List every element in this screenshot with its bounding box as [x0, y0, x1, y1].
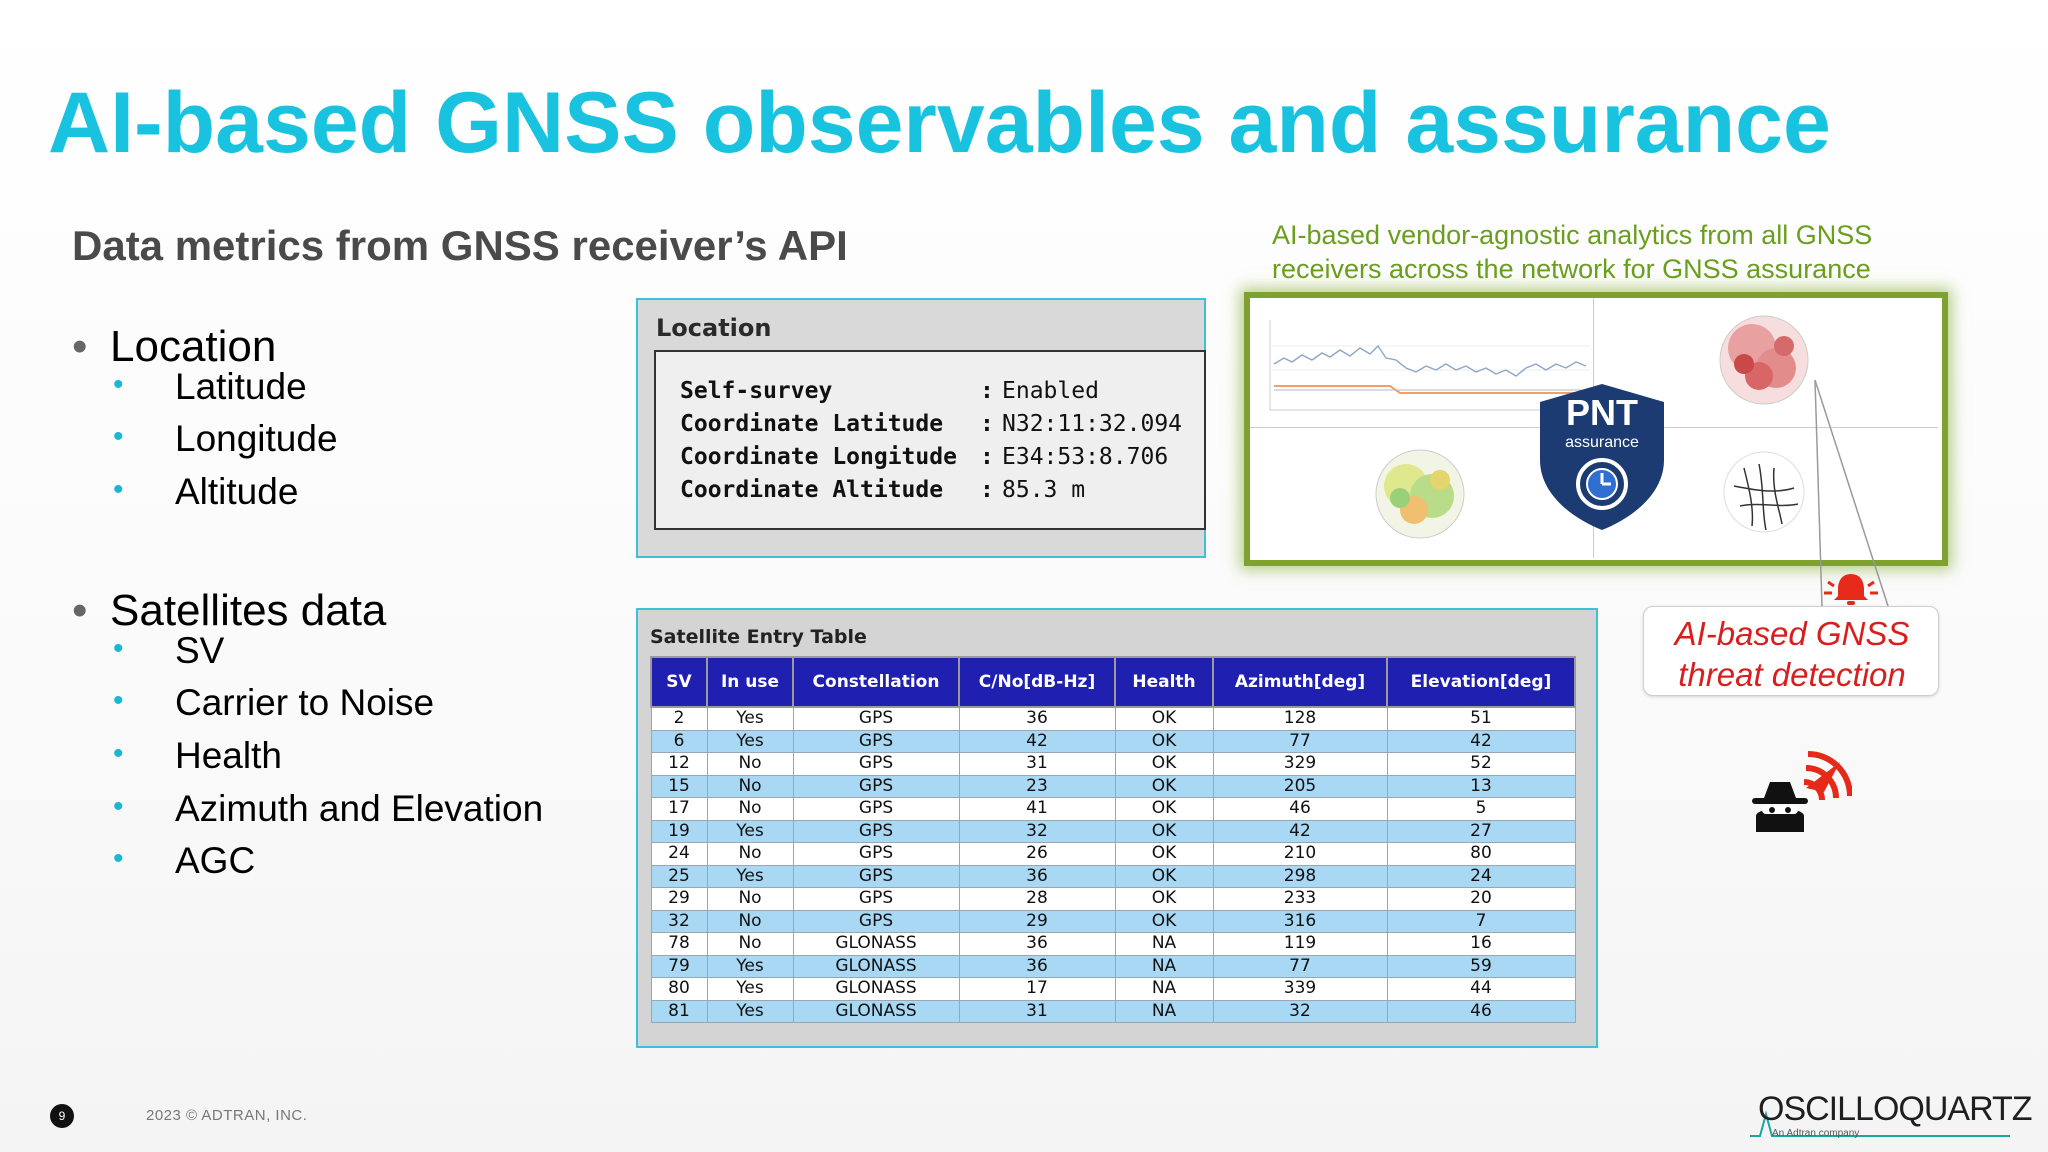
- location-panel-body: [654, 350, 1206, 530]
- table-cell: GLONASS: [793, 1000, 959, 1023]
- table-cell: No: [707, 775, 793, 798]
- table-cell: 7: [1387, 910, 1575, 933]
- table-cell: 36: [959, 865, 1115, 888]
- table-cell: 210: [1213, 843, 1387, 866]
- table-cell: NA: [1115, 1000, 1213, 1023]
- table-cell: OK: [1115, 798, 1213, 821]
- table-cell: 51: [1387, 707, 1575, 730]
- table-cell: 77: [1213, 955, 1387, 978]
- bullet-location: • Location: [72, 322, 277, 371]
- table-cell: 316: [1213, 910, 1387, 933]
- table-column-header: Health: [1115, 657, 1213, 707]
- table-cell: Yes: [707, 707, 793, 730]
- table-cell: GPS: [793, 865, 959, 888]
- satellite-table-panel: [636, 608, 1598, 1048]
- table-cell: 15: [651, 775, 707, 798]
- table-cell: 298: [1213, 865, 1387, 888]
- table-cell: 59: [1387, 955, 1575, 978]
- table-row: [651, 820, 1575, 843]
- table-cell: 42: [1213, 820, 1387, 843]
- table-cell: 16: [1387, 933, 1575, 956]
- satellite-table: [650, 656, 1576, 1023]
- logo-wordmark: OSCILLOQUARTZ: [1758, 1090, 2032, 1128]
- location-row: Coordinate Longitude : E34:53:8.706: [680, 444, 1169, 470]
- table-cell: NA: [1115, 955, 1213, 978]
- table-cell: GPS: [793, 798, 959, 821]
- table-cell: OK: [1115, 707, 1213, 730]
- table-cell: GLONASS: [793, 978, 959, 1001]
- location-panel-heading: Location: [656, 314, 772, 342]
- table-row: [651, 955, 1575, 978]
- table-cell: 5: [1387, 798, 1575, 821]
- table-cell: 42: [959, 730, 1115, 753]
- table-row: [651, 730, 1575, 753]
- slide-title: AI-based GNSS observables and assurance: [48, 75, 1831, 171]
- table-cell: OK: [1115, 730, 1213, 753]
- table-row: [651, 707, 1575, 730]
- location-row: Coordinate Latitude : N32:11:32.094: [680, 411, 1183, 437]
- table-cell: 32: [651, 910, 707, 933]
- table-cell: 339: [1213, 978, 1387, 1001]
- table-cell: 6: [651, 730, 707, 753]
- bullet-health: • Health: [113, 735, 282, 776]
- bullet-latitude: • Latitude: [113, 366, 307, 407]
- page-number: 9: [50, 1104, 74, 1128]
- table-cell: 81: [651, 1000, 707, 1023]
- table-cell: 32: [1213, 1000, 1387, 1023]
- table-row: [651, 910, 1575, 933]
- table-cell: 78: [651, 933, 707, 956]
- table-cell: 12: [651, 753, 707, 776]
- table-cell: 52: [1387, 753, 1575, 776]
- table-cell: GPS: [793, 910, 959, 933]
- table-cell: GPS: [793, 820, 959, 843]
- table-cell: 44: [1387, 978, 1575, 1001]
- table-column-header: Elevation[deg]: [1387, 657, 1575, 707]
- pnt-assurance-badge: [1536, 382, 1668, 532]
- table-cell: 36: [959, 707, 1115, 730]
- table-cell: No: [707, 753, 793, 776]
- table-cell: 17: [651, 798, 707, 821]
- table-cell: 31: [959, 1000, 1115, 1023]
- table-cell: 19: [651, 820, 707, 843]
- table-cell: GPS: [793, 775, 959, 798]
- table-cell: 23: [959, 775, 1115, 798]
- table-row: [651, 978, 1575, 1001]
- table-cell: NA: [1115, 933, 1213, 956]
- bell-alarm-icon: [1822, 568, 1880, 608]
- bullet-longitude: • Longitude: [113, 418, 338, 459]
- bullet-sv: • SV: [113, 630, 225, 671]
- table-row: [651, 775, 1575, 798]
- table-cell: OK: [1115, 820, 1213, 843]
- table-cell: 36: [959, 933, 1115, 956]
- table-row: [651, 865, 1575, 888]
- bullet-agc: • AGC: [113, 840, 256, 881]
- threat-detection-text: [1644, 613, 1940, 695]
- bullet-altitude: • Altitude: [113, 471, 299, 512]
- table-cell: No: [707, 798, 793, 821]
- table-cell: No: [707, 933, 793, 956]
- table-cell: OK: [1115, 910, 1213, 933]
- threat-detection-line: AI-based GNSS: [1674, 615, 1910, 652]
- table-cell: 41: [959, 798, 1115, 821]
- table-cell: GPS: [793, 753, 959, 776]
- table-cell: 13: [1387, 775, 1575, 798]
- table-cell: 233: [1213, 888, 1387, 911]
- table-cell: 46: [1387, 1000, 1575, 1023]
- bullet-carrier-noise: • Carrier to Noise: [113, 682, 435, 723]
- hacker-jamming-icon: [1744, 748, 1852, 834]
- table-column-header: Constellation: [793, 657, 959, 707]
- table-cell: GPS: [793, 843, 959, 866]
- table-cell: 119: [1213, 933, 1387, 956]
- copyright-text: 2023 © ADTRAN, INC.: [146, 1107, 308, 1124]
- table-cell: OK: [1115, 753, 1213, 776]
- table-cell: 46: [1213, 798, 1387, 821]
- analytics-caption-line: receivers across the network for GNSS assurance: [1272, 254, 1871, 284]
- table-cell: OK: [1115, 865, 1213, 888]
- table-column-header: In use: [707, 657, 793, 707]
- table-cell: 17: [959, 978, 1115, 1001]
- table-cell: 42: [1387, 730, 1575, 753]
- pnt-badge-title: PNT: [1566, 392, 1638, 433]
- bullet-azimuth-elevation: • Azimuth and Elevation: [113, 788, 544, 829]
- table-cell: 25: [651, 865, 707, 888]
- table-column-header: SV: [651, 657, 707, 707]
- table-cell: GLONASS: [793, 955, 959, 978]
- table-cell: GPS: [793, 888, 959, 911]
- table-cell: OK: [1115, 775, 1213, 798]
- table-cell: 29: [651, 888, 707, 911]
- table-cell: No: [707, 888, 793, 911]
- table-row: [651, 933, 1575, 956]
- table-cell: No: [707, 910, 793, 933]
- table-cell: 80: [1387, 843, 1575, 866]
- logo-tagline: An Adtran company: [1772, 1128, 1860, 1139]
- table-header-row: [651, 657, 1575, 707]
- table-cell: GPS: [793, 730, 959, 753]
- table-cell: NA: [1115, 978, 1213, 1001]
- section-subtitle: Data metrics from GNSS receiver’s API: [72, 222, 848, 269]
- oscilloquartz-logo: [1750, 1090, 2032, 1140]
- table-body: [651, 707, 1575, 1023]
- table-row: [651, 888, 1575, 911]
- table-cell: 28: [959, 888, 1115, 911]
- table-cell: 205: [1213, 775, 1387, 798]
- table-cell: GPS: [793, 707, 959, 730]
- location-row: Self-survey : Enabled: [680, 378, 1099, 404]
- table-cell: 24: [1387, 865, 1575, 888]
- table-cell: 31: [959, 753, 1115, 776]
- table-row: [651, 1000, 1575, 1023]
- analytics-caption: [1272, 218, 1952, 286]
- location-row: Coordinate Altitude : 85.3 m: [680, 477, 1086, 503]
- table-cell: 36: [959, 955, 1115, 978]
- table-cell: OK: [1115, 843, 1213, 866]
- bullet-satellites: • Satellites data: [72, 586, 387, 635]
- table-row: [651, 798, 1575, 821]
- table-cell: Yes: [707, 820, 793, 843]
- pnt-badge-subtitle: assurance: [1565, 434, 1639, 451]
- table-cell: 77: [1213, 730, 1387, 753]
- table-cell: 27: [1387, 820, 1575, 843]
- table-column-header: Azimuth[deg]: [1213, 657, 1387, 707]
- satellite-table-heading: Satellite Entry Table: [650, 626, 867, 648]
- table-row: [651, 843, 1575, 866]
- table-cell: 2: [651, 707, 707, 730]
- table-cell: OK: [1115, 888, 1213, 911]
- location-panel: [636, 298, 1206, 558]
- table-cell: Yes: [707, 978, 793, 1001]
- table-cell: Yes: [707, 730, 793, 753]
- table-cell: Yes: [707, 1000, 793, 1023]
- table-column-header: C/No[dB-Hz]: [959, 657, 1115, 707]
- table-cell: 128: [1213, 707, 1387, 730]
- analytics-caption-line: AI-based vendor-agnostic analytics from all GNSS: [1272, 220, 1873, 250]
- table-cell: Yes: [707, 865, 793, 888]
- table-cell: 79: [651, 955, 707, 978]
- table-cell: 329: [1213, 753, 1387, 776]
- table-cell: 29: [959, 910, 1115, 933]
- threat-detection-line: threat detection: [1678, 656, 1906, 693]
- table-cell: 32: [959, 820, 1115, 843]
- table-cell: 26: [959, 843, 1115, 866]
- table-cell: Yes: [707, 955, 793, 978]
- table-cell: 24: [651, 843, 707, 866]
- table-cell: 80: [651, 978, 707, 1001]
- table-cell: 20: [1387, 888, 1575, 911]
- table-row: [651, 753, 1575, 776]
- table-cell: No: [707, 843, 793, 866]
- table-cell: GLONASS: [793, 933, 959, 956]
- threat-detection-callout: [1643, 606, 1939, 696]
